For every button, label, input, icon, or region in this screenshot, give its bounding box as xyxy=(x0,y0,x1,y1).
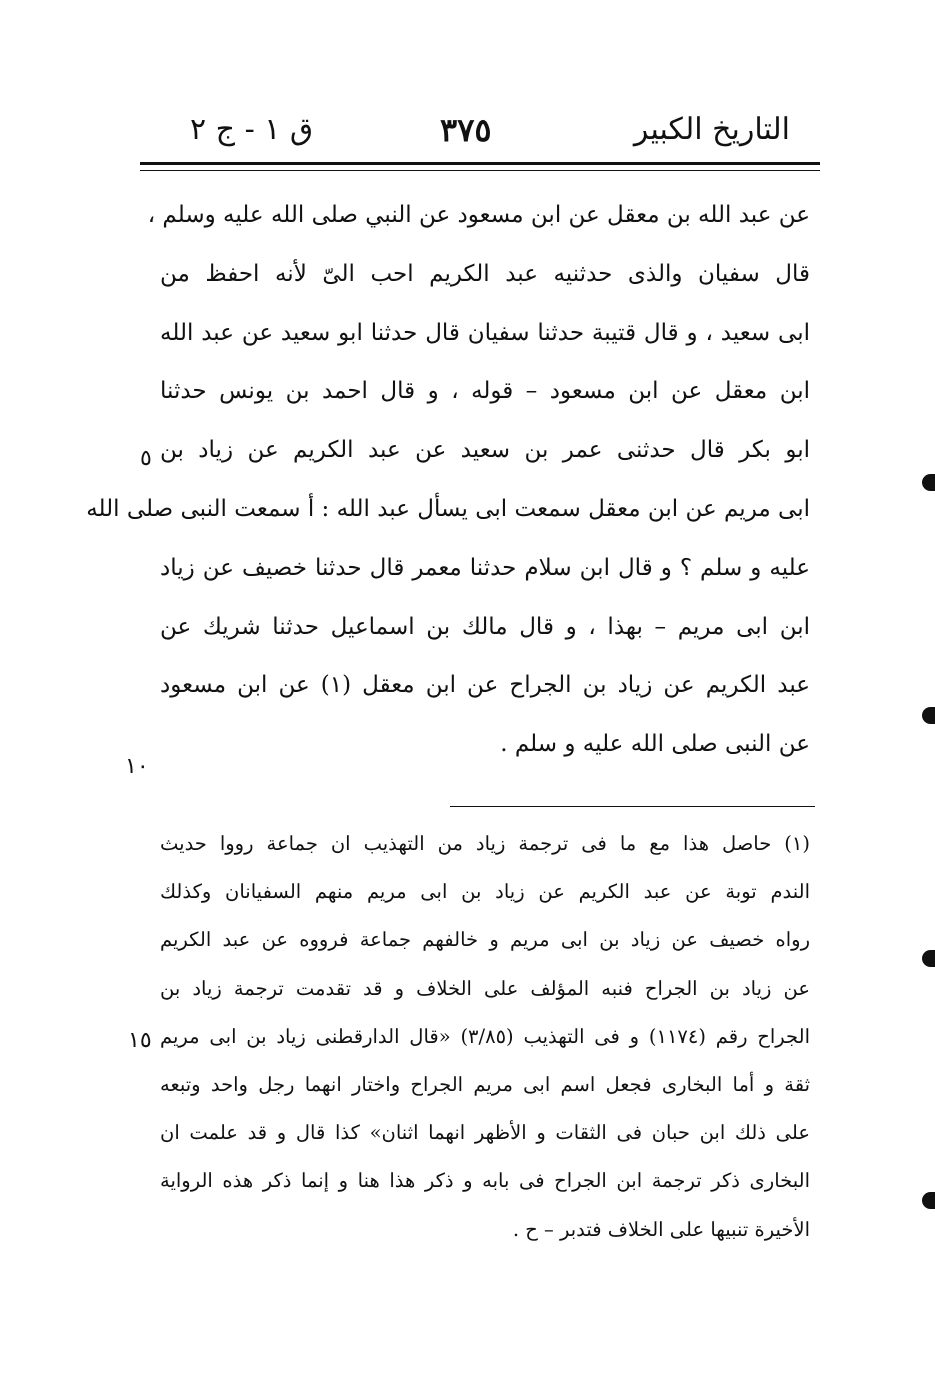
footnote xyxy=(160,820,810,1254)
footnote-line: الجراح رقم (١١٧٤) و فى التهذيب (٣/٨٥) «قال الدارقطنى زياد بن ابى مريم xyxy=(160,1024,810,1048)
main-line: عليه و سلم ؟ و قال ابن سلام حدثنا معمر قال حدثنا خصيف عن زياد xyxy=(160,554,810,581)
scan-edge-mark xyxy=(922,707,935,724)
main-line: ابن ابى مريم – بهذا ، و قال مالك بن اسماعيل حدثنا شريك عن xyxy=(160,613,810,640)
main-line: عن عبد الله بن معقل عن ابن مسعود عن النبي صلى الله عليه وسلم ، xyxy=(147,202,810,228)
book-title: التاريخ الكبير xyxy=(633,112,790,147)
main-line: ابن معقل عن ابن مسعود – قوله ، و قال احمد بن يونس حدثنا xyxy=(160,378,810,405)
footnote-line: (١) حاصل هذا مع ما فى ترجمة زياد من التهذيب ان جماعة رووا حديث xyxy=(160,832,810,855)
running-header xyxy=(140,105,820,155)
header-rule-thick xyxy=(140,162,820,165)
footnote-line: عن زياد بن الجراح فنبه المؤلف على الخلاف و قد تقدمت ترجمة زياد بن xyxy=(160,976,810,1000)
volume-reference: ق ١ - ج ٢ xyxy=(190,112,314,147)
page-number: ٣٧٥ xyxy=(440,111,492,149)
line-number-5: ٥ xyxy=(140,446,152,471)
footnote-line: الأخيرة تنبيها على الخلاف فتدبر – ح . xyxy=(512,1217,810,1241)
scan-edge-mark xyxy=(922,474,935,491)
footnote-line: ثقة و أما البخارى فجعل اسم ابى مريم الجراح واختار انهما رجل واحد وتبعه xyxy=(160,1072,810,1096)
footnote-separator xyxy=(450,806,815,807)
footnote-line: على ذلك ابن حبان فى الثقات و الأظهر انهما اثنان» كذا قال و قد علمت ان xyxy=(160,1121,810,1145)
scan-edge-mark xyxy=(922,950,935,967)
main-line: ابى مريم عن ابن معقل سمعت ابى يسأل عبد الله : أ سمعت النبى صلى الله xyxy=(86,495,810,522)
line-number-15: ١٥ xyxy=(128,1028,152,1053)
line-number-10: ١٠ xyxy=(125,754,149,779)
header-rule-thin xyxy=(140,170,820,171)
footnote-line: البخارى ذكر ترجمة ابن الجراح فى بابه و ذكر هذا هنا و إنما ذكر هذه الرواية xyxy=(160,1169,810,1193)
main-line: ابو بكر قال حدثنى عمر بن سعيد عن عبد الكريم عن زياد بن xyxy=(160,437,810,464)
scan-edge-mark xyxy=(922,1192,935,1209)
main-line: قال سفيان والذى حدثنيه عبد الكريم احب الىّ لأنه احفظ من xyxy=(160,260,810,287)
footnote-line: الندم توبة عن عبد الكريم عن زياد بن ابى مريم منهم السفيانان وكذلك xyxy=(160,880,810,904)
main-line: عن النبى صلى الله عليه و سلم . xyxy=(500,731,810,758)
main-line: عبد الكريم عن زياد بن الجراح عن ابن معقل (١) عن ابن مسعود xyxy=(160,672,810,699)
main-line: ابى سعيد ، و قال قتيبة حدثنا سفيان قال حدثنا ابو سعيد عن عبد الله xyxy=(160,319,810,346)
footnote-line: رواه خصيف عن زياد بن ابى مريم و خالفهم جماعة فرووه عن عبد الكريم xyxy=(160,928,810,952)
